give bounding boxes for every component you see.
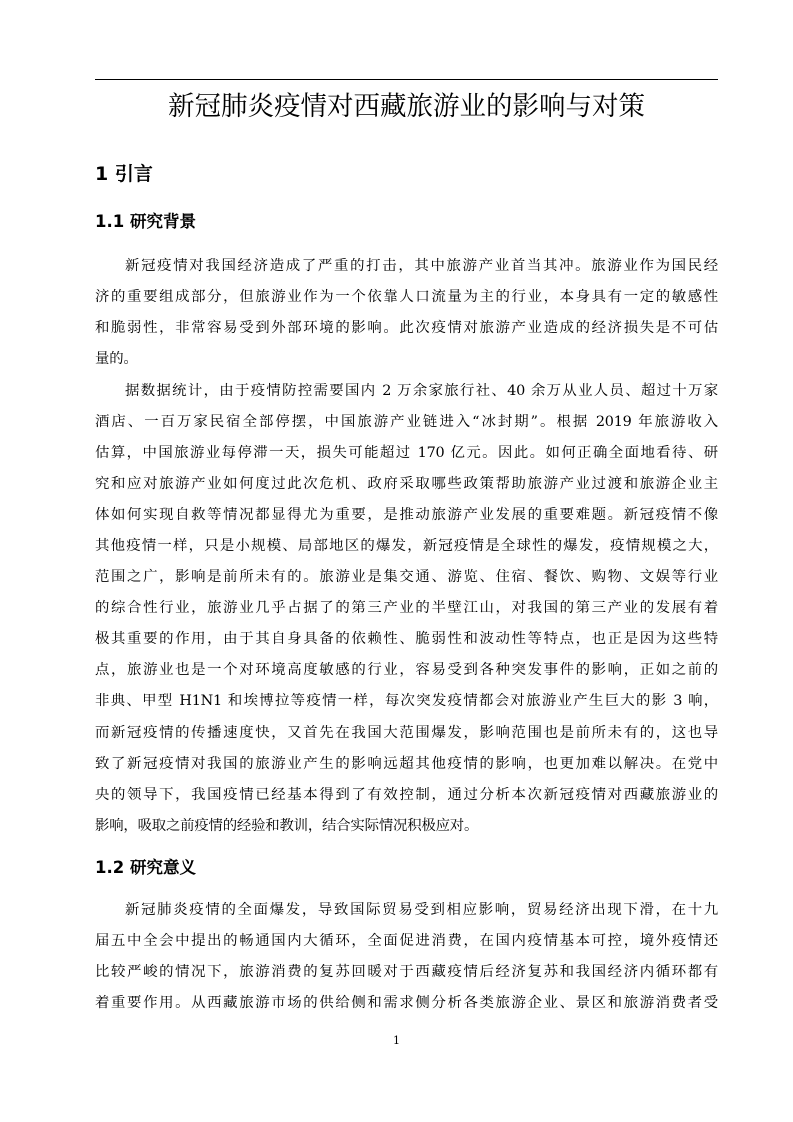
section-heading-significance: 1.2 研究意义 bbox=[95, 858, 196, 877]
section-heading-intro: 1 引言 bbox=[95, 163, 153, 185]
paragraph-background-2 bbox=[95, 376, 718, 842]
paragraph-significance-1 bbox=[95, 895, 718, 1019]
text-line: 酒店、一百万家民宿全部停摆，中国旅游产业链进入“冰封期”。根据 2019 年旅游收入 bbox=[95, 413, 718, 430]
text-line: 致了新冠疫情对我国的旅游业产生的影响远超其他疫情的影响，也更加难以解决。在党中 bbox=[95, 755, 718, 772]
text-line: 着重要作用。从西藏旅游市场的供给侧和需求侧分析各类旅游企业、景区和旅游消费者受 bbox=[95, 994, 718, 1011]
section-heading-background: 1.1 研究背景 bbox=[95, 212, 196, 231]
document-title: 新冠肺炎疫情对西藏旅游业的影响与对策 bbox=[168, 91, 645, 122]
text-line: 新冠肺炎疫情的全面爆发，导致国际贸易受到相应影响，贸易经济出现下滑，在十九 bbox=[125, 901, 718, 918]
text-line: 点，旅游业也是一个对环境高度敏感的行业，容易受到各种突发事件的影响，正如之前的 bbox=[95, 662, 718, 679]
text-line: 量的。 bbox=[95, 351, 138, 368]
text-line: 究和应对旅游产业如何度过此次危机、政府采取哪些政策帮助旅游产业过渡和旅游企业主 bbox=[95, 475, 718, 492]
text-line: 和脆弱性，非常容易受到外部环境的影响。此次疫情对旅游产业造成的经济损失是不可估 bbox=[95, 320, 718, 337]
text-line: 比较严峻的情况下，旅游消费的复苏回暖对于西藏疫情后经济复苏和我国经济内循环都有 bbox=[95, 963, 718, 980]
header-rule bbox=[95, 79, 718, 80]
text-line: 而新冠疫情的传播速度快，又首先在我国大范围爆发，影响范围也是前所未有的，这也导 bbox=[95, 724, 718, 741]
text-line: 影响，吸取之前疫情的经验和教训，结合实际情况积极应对。 bbox=[95, 817, 479, 834]
text-line: 估算，中国旅游业每停滞一天，损失可能超过 170 亿元。因此。如何正确全面地看待、研 bbox=[95, 444, 718, 461]
text-line: 济的重要组成部分，但旅游业作为一个依靠人口流量为主的行业，本身具有一定的敏感性 bbox=[95, 289, 718, 306]
text-line: 其他疫情一样，只是小规模、局部地区的爆发，新冠疫情是全球性的爆发，疫情规模之大， bbox=[95, 537, 718, 554]
text-line: 体如何实现自救等情况都显得尤为重要，是推动旅游产业发展的重要难题。新冠疫情不像 bbox=[95, 506, 718, 523]
text-line: 极其重要的作用，由于其自身具备的依赖性、脆弱性和波动性等特点，也正是因为这些特 bbox=[95, 631, 718, 648]
page-number: 1 bbox=[393, 1034, 400, 1047]
text-line: 新冠疫情对我国经济造成了严重的打击，其中旅游产业首当其冲。旅游业作为国民经 bbox=[125, 258, 718, 274]
text-line: 届五中全会中提出的畅通国内大循环，全面促进消费，在国内疫情基本可控，境外疫情还 bbox=[95, 932, 718, 949]
text-line: 非典、甲型 H1N1 和埃博拉等疫情一样，每次突发疫情都会对旅游业产生巨大的影 3 响， bbox=[95, 693, 718, 710]
paragraph-background-1 bbox=[95, 251, 718, 375]
text-line: 的综合性行业，旅游业几乎占据了的第三产业的半壁江山，对我国的第三产业的发展有着 bbox=[95, 600, 718, 617]
text-line: 范围之广，影响是前所未有的。旅游业是集交通、游览、住宿、餐饮、购物、文娱等行业 bbox=[95, 569, 718, 586]
text-line: 据数据统计，由于疫情防控需要国内 2 万余家旅行社、40 余万从业人员、超过十万家 bbox=[125, 382, 718, 399]
text-line: 央的领导下，我国疫情已经基本得到了有效控制，通过分析本次新冠疫情对西藏旅游业的 bbox=[95, 786, 718, 803]
